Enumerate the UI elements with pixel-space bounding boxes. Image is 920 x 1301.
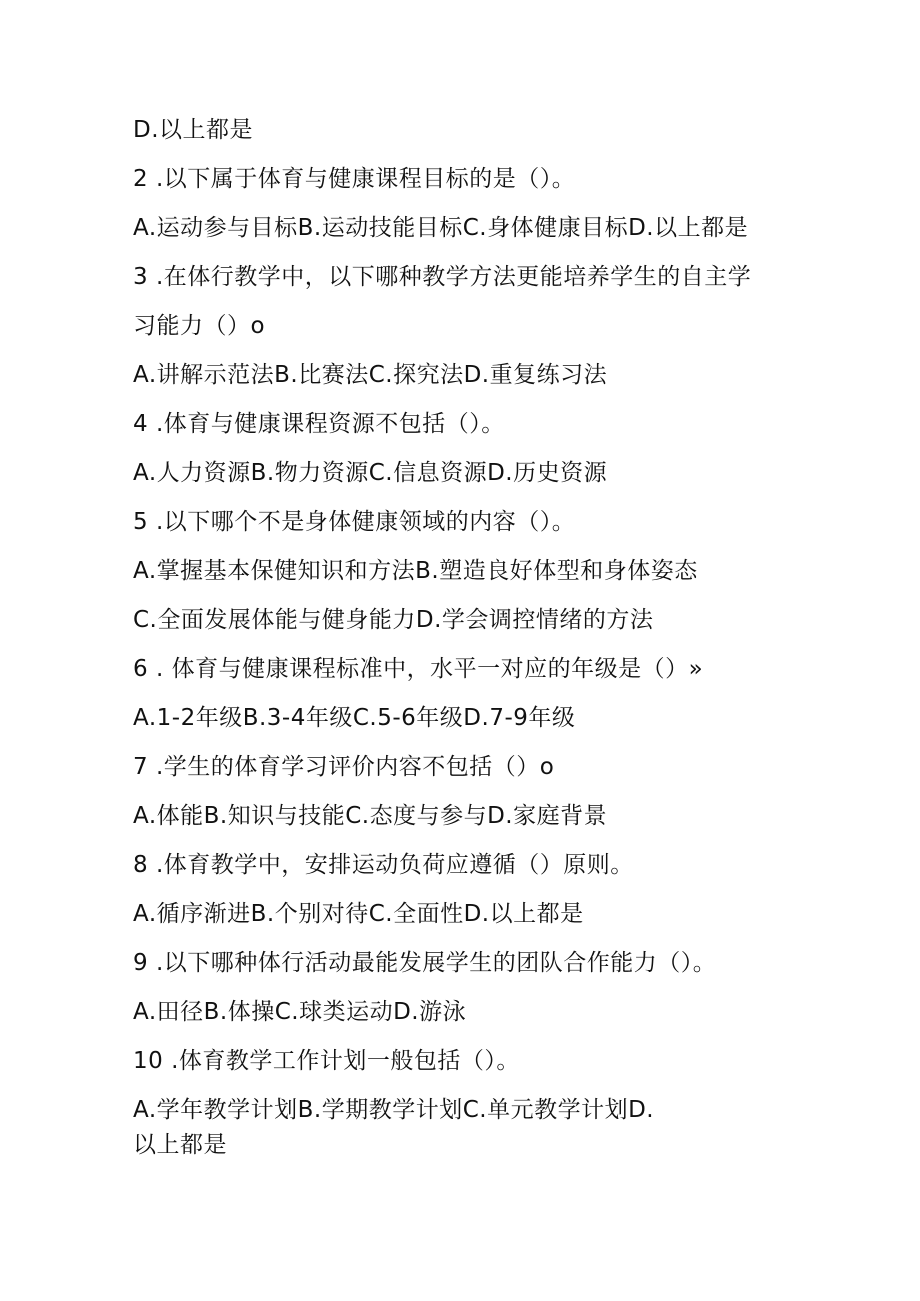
question-5: 5 .以下哪个不是身体健康领域的内容（）。: [133, 509, 576, 535]
answer-options-q5-ab: A.掌握基本保健知识和方法B.塑造良好体型和身体姿态: [133, 558, 698, 584]
answer-options-q2: A.运动参与目标B.运动技能目标C.身体健康目标D.以上都是: [133, 215, 749, 241]
answer-options-q5-cd: C.全面发展体能与健身能力D.学会调控情绪的方法: [133, 607, 654, 633]
question-10: 10 .体育教学工作计划一般包括（）。: [133, 1048, 520, 1074]
answer-options-q4: A.人力资源B.物力资源C.信息资源D.历史资源: [133, 460, 608, 486]
question-2: 2 .以下属于体育与健康课程目标的是（）。: [133, 166, 576, 192]
answer-options-q3: A.讲解示范法B.比赛法C.探究法D.重复练习法: [133, 362, 608, 388]
question-9: 9 .以下哪种体行活动最能发展学生的团队合作能力（）。: [133, 950, 717, 976]
answer-options-q10-continued: 以上都是: [133, 1132, 227, 1158]
answer-options-q7: A.体能B.知识与技能C.态度与参与D.家庭背景: [133, 803, 608, 829]
question-3-continued: 习能力（）o: [133, 313, 266, 339]
answer-options-q10: A.学年教学计划B.学期教学计划C.单元教学计划D.: [133, 1097, 655, 1123]
question-4: 4 .体育与健康课程资源不包括（）。: [133, 411, 505, 437]
question-3: 3 .在体行教学中，以下哪种教学方法更能培养学生的自主学: [133, 264, 752, 290]
question-8: 8 .体育教学中，安排运动负荷应遵循（）原则。: [133, 852, 634, 878]
question-7: 7 .学生的体育学习评价内容不包括（）o: [133, 754, 555, 780]
answer-options-q1-end: D.以上都是: [133, 117, 254, 143]
answer-options-q9: A.田径B.体操C.球类运动D.游泳: [133, 999, 467, 1025]
answer-options-q6: A.1-2年级B.3-4年级C.5-6年级D.7-9年级: [133, 705, 576, 731]
question-6: 6 . 体育与健康课程标准中，水平一对应的年级是（）»: [133, 656, 704, 682]
answer-options-q8: A.循序渐进B.个别对待C.全面性D.以上都是: [133, 901, 584, 927]
